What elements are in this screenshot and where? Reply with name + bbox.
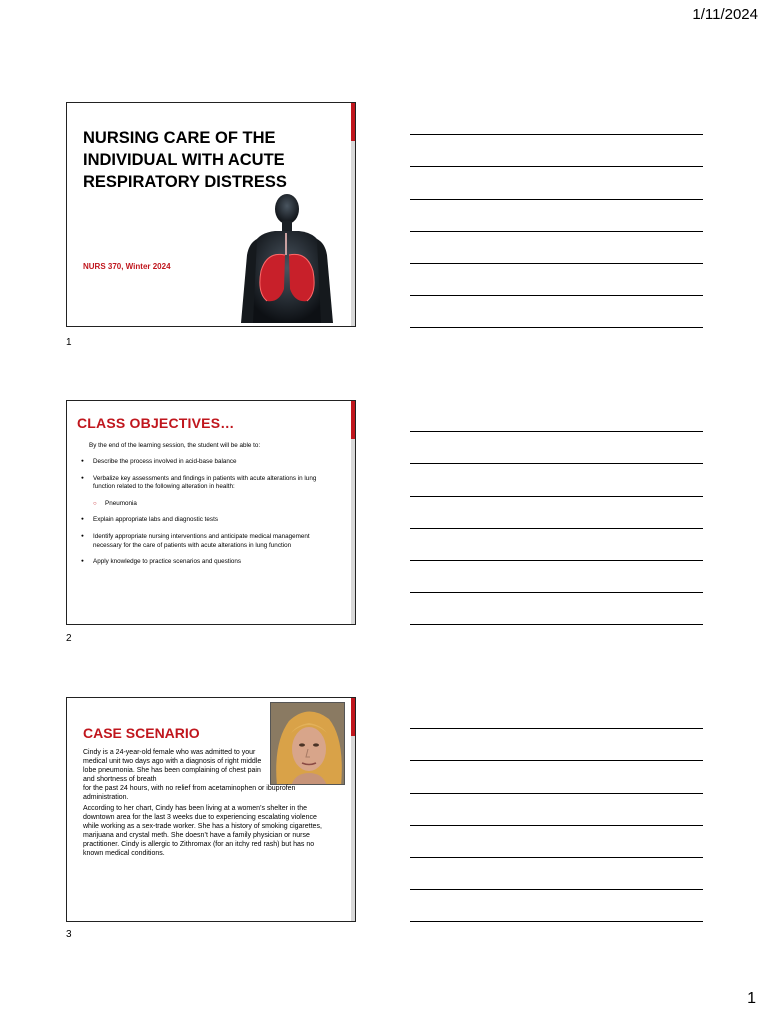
slide-3 [66,697,356,922]
notes-line [410,431,703,432]
notes-line [410,592,703,593]
list-item: ● Describe the process involved in acid-base balance [81,458,329,467]
notes-line [410,528,703,529]
slide-1-title: NURSING CARE OF THE INDIVIDUAL WITH ACUTE RESPIRATORY DISTRESS [83,129,287,191]
slide-1-subtitle: NURS 370, Winter 2024 [83,262,171,271]
notes-line [410,921,703,922]
slide-shadow [351,439,355,624]
case-paragraph-1-cont: for the past 24 hours, with no relief from acetaminophen or ibuprofen administration. [83,784,296,801]
lungs-illustration-icon [237,193,337,323]
slide-3-title: CASE SCENARIO [83,725,200,741]
notes-line [410,134,703,135]
slide-3-body [83,749,333,862]
notes-line [410,496,703,497]
notes-line [410,825,703,826]
slide-2 [66,400,356,625]
notes-line [410,231,703,232]
slide-number: 2 [66,633,72,644]
list-item: ● Apply knowledge to practice scenarios and questions [81,558,329,567]
slide-shadow [351,141,355,326]
notes-line [410,327,703,328]
case-paragraph-2: According to her chart, Cindy has been living at a women’s shelter in the downtown area for the last 3 weeks due to experiencing escalating violence while working as a sex-trade worker. She has a history of smoking cigarettes, marijuana and crystal meth. She doesn’t have a family physician or nurse practitioner. Cindy is allergic to Zithromax (for an itchy red rash) but has no known medical conditions. [83,805,322,857]
notes-line [410,889,703,890]
notes-line [410,624,703,625]
notes-line [410,295,703,296]
page-date: 1/11/2024 [692,6,758,23]
page-number: 1 [747,990,756,1007]
notes-line [410,760,703,761]
list-item: ○ Pneumonia [81,500,329,509]
slide-accent-bar [351,401,355,439]
case-paragraph-1: Cindy is a 24-year-old female who was admitted to your medical unit two days ago with a diagnosis of right middle lobe pneumonia. She has been complaining of chest pain and shortness of breath [83,749,262,783]
slide-1 [66,102,356,327]
objectives-list [81,458,329,575]
notes-line [410,857,703,858]
slide-2-intro: By the end of the learning session, the student will be able to: [89,442,261,449]
notes-line [410,166,703,167]
notes-line [410,728,703,729]
list-item: ● Verbalize key assessments and findings in patients with acute alterations in lung function related to the following alteration in health: [81,475,329,492]
slide-number: 3 [66,929,72,940]
notes-line [410,560,703,561]
slide-number: 1 [66,337,72,348]
notes-line [410,463,703,464]
notes-line [410,793,703,794]
slide-2-title: CLASS OBJECTIVES… [77,415,235,431]
slide-accent-bar [351,103,355,141]
list-item: ● Explain appropriate labs and diagnostic tests [81,516,329,525]
notes-line [410,263,703,264]
notes-line [410,199,703,200]
list-item: ● Identify appropriate nursing interventions and anticipate medical management necessary for the care of patients with acute alterations in lung function [81,533,329,550]
slide-shadow [351,736,355,921]
slide-accent-bar [351,698,355,736]
